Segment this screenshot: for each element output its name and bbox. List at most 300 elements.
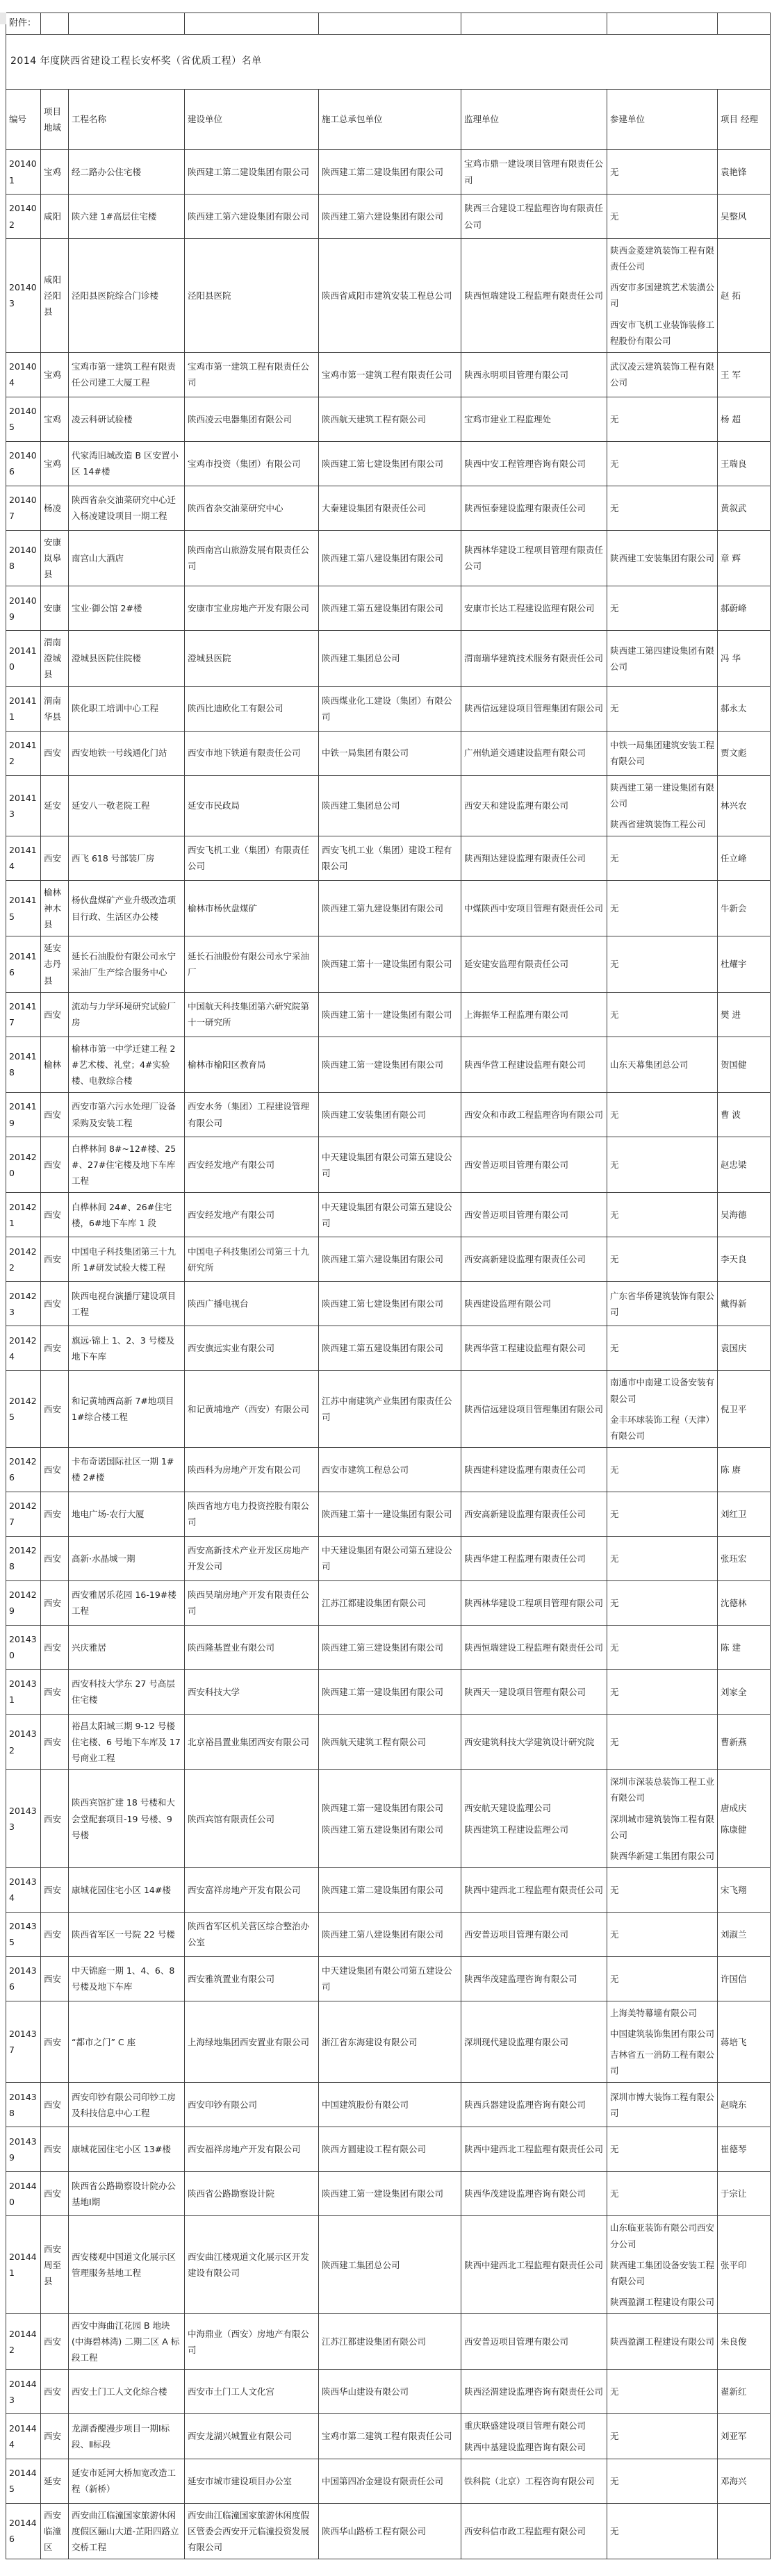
cell-supervisor: 西安高新建设监理有限责任公司 <box>461 1492 607 1536</box>
cell-manager: 杨 超 <box>718 397 771 441</box>
table-row <box>6 1326 771 1371</box>
cell-participants: 深圳市博大装饰工程有限公司 <box>607 2083 718 2127</box>
cell-region: 西安 <box>41 1492 69 1536</box>
cell-id: 201406 <box>6 441 41 486</box>
cell-project: 榆林市第一中学迁建工程 2#艺术楼、礼堂；4#实验楼、电教综合楼 <box>69 1037 185 1092</box>
cell-manager: 任立峰 <box>718 836 771 880</box>
cell-builder: 榆林市杨伙盘煤矿 <box>185 880 319 936</box>
cell-manager: 贺国健 <box>718 1037 771 1092</box>
cell-manager: 翟新红 <box>718 2370 771 2414</box>
cell-manager: 宋飞翔 <box>718 1867 771 1912</box>
cell-participants: 无 <box>607 1137 718 1193</box>
cell-manager: 戴得新 <box>718 1282 771 1326</box>
cell-project: 旗远·锦上 1、2、3 号楼及地下车库 <box>69 1326 185 1371</box>
cell-id: 201438 <box>6 2083 41 2127</box>
cell-supervisor: 宝鸡市鼎一建设项目管理有限责任公司 <box>461 150 607 195</box>
cell-supervisor: 陕西中建西北工程监理有限责任公司 <box>461 2127 607 2172</box>
cell-participants <box>607 2216 718 2314</box>
cell-builder: 陕西建工第六建设集团有限公司 <box>185 195 319 239</box>
column-header-manager: 项目 经理 <box>718 90 771 150</box>
cell-project: 凌云科研试验楼 <box>69 397 185 441</box>
cell-builder: 西安科技大学 <box>185 1669 319 1714</box>
cell-contractor: 陕西建工第八建设集团有限公司 <box>319 530 461 586</box>
cell-region: 渭南华县 <box>41 686 69 731</box>
cell-project: 白桦林间 24#、26#住宅楼，6#地下车库 1 段 <box>69 1193 185 1237</box>
table-row <box>6 1137 771 1193</box>
cell-region: 西安 <box>41 992 69 1037</box>
cell-participants: 山东天幕集团总公司 <box>607 1037 718 1092</box>
cell-contractor-item: 陕西建工第一建设集团有限公司 <box>322 1803 444 1814</box>
cell-builder: 中海鼎业（西安）房地产有限公司 <box>185 2314 319 2370</box>
cell-region: 榆林神木县 <box>41 880 69 936</box>
cell-contractor: 陕西建工第六建设集团有限公司 <box>319 1237 461 1282</box>
cell-id: 201402 <box>6 195 41 239</box>
cell-builder: 陕西比迪欧化工有限公司 <box>185 686 319 731</box>
cell-region: 西安 <box>41 2172 69 2216</box>
cell-manager: 樊 进 <box>718 992 771 1037</box>
cell-participants <box>607 239 718 353</box>
empty-cell <box>461 13 607 35</box>
cell-project: 中天锦庭一期 1、4、6、8 号楼及地下车库 <box>69 1956 185 2001</box>
cell-project: 白桦林间 8#~12#楼、25#、27#住宅楼及地下车库工程 <box>69 1137 185 1193</box>
table-header-row <box>6 90 771 150</box>
cell-participants: 无 <box>607 2370 718 2414</box>
cell-manager: 张珏宏 <box>718 1536 771 1580</box>
empty-cell <box>607 13 718 35</box>
column-header-supervisor: 监理单位 <box>461 90 607 150</box>
cell-region: 西安 <box>41 1770 69 1868</box>
empty-cell <box>185 13 319 35</box>
cell-contractor: 中铁一局集团有限公司 <box>319 731 461 775</box>
document-page <box>0 13 781 2559</box>
cell-participants: 无 <box>607 686 718 731</box>
cell-builder: 陕西省公路勘察设计院 <box>185 2172 319 2216</box>
cell-id: 201424 <box>6 1326 41 1371</box>
table-row <box>6 1371 771 1448</box>
cell-project: 经二路办公住宅楼 <box>69 150 185 195</box>
cell-contractor: 陕西建工第六建设集团有限公司 <box>319 195 461 239</box>
cell-contractor: 陕西建工第三建设集团有限公司 <box>319 1625 461 1669</box>
cell-participants: 无 <box>607 880 718 936</box>
cell-contractor: 陕西建工集团总公司 <box>319 2216 461 2314</box>
cell-project: 陕六建 1#高层住宅楼 <box>69 195 185 239</box>
cell-supervisor: 陕西三合建设工程监理咨询有限责任公司 <box>461 195 607 239</box>
cell-builder: 陕西隆基置业有限公司 <box>185 1625 319 1669</box>
table-row <box>6 1492 771 1536</box>
document-title: 2014 年度陕西省建设工程长安杯奖（省优质工程）名单 <box>6 35 771 90</box>
cell-region: 西安 <box>41 2083 69 2127</box>
cell-manager: 许国信 <box>718 1956 771 2001</box>
cell-participants-item: 深圳市深装总装饰工程工业有限公司 <box>610 1776 715 1803</box>
cell-id: 201441 <box>6 2216 41 2314</box>
cell-project: 宝业·御公馆 2#楼 <box>69 586 185 631</box>
empty-cell <box>69 13 185 35</box>
table-row <box>6 1447 771 1492</box>
cell-project: 西安曲江临潼国家旅游休闲度假区骊山大道-芷阳四路立交桥工程 <box>69 2503 185 2559</box>
cell-id: 201413 <box>6 775 41 836</box>
cell-project: 兴庆雅居 <box>69 1625 185 1669</box>
cell-project: “都市之门” C 座 <box>69 2001 185 2083</box>
cell-contractor: 江苏江都建设集团有限公司 <box>319 2314 461 2370</box>
cell-supervisor: 陕西泾渭建设监理咨询有限责任公司 <box>461 2370 607 2414</box>
cell-project: 西安印钞有限公司印钞工房及科技信息中心工程 <box>69 2083 185 2127</box>
empty-cell <box>319 13 461 35</box>
cell-contractor: 中国建筑股份有限公司 <box>319 2083 461 2127</box>
cell-builder: 安康市宝业房地产开发有限公司 <box>185 586 319 631</box>
cell-supervisor-item: 西安航天建设监理公司 <box>464 1803 552 1814</box>
cell-participants: 无 <box>607 2503 718 2559</box>
column-header-builder: 建设单位 <box>185 90 319 150</box>
cell-supervisor <box>461 2414 607 2459</box>
cell-contractor: 陕西建工第二建设集团有限公司 <box>319 150 461 195</box>
cell-project: 延安八一敬老院工程 <box>69 775 185 836</box>
table-row <box>6 397 771 441</box>
table-row <box>6 1037 771 1092</box>
cell-builder: 陕西省地方电力投资控股有限公司 <box>185 1492 319 1536</box>
cell-builder: 西安飞机工业（集团）有限责任公司 <box>185 836 319 880</box>
cell-project: 陕西省军区一号院 22 号楼 <box>69 1912 185 1956</box>
cell-participants <box>607 2001 718 2083</box>
cell-contractor: 宝鸡市第二建筑工程有限责任公司 <box>319 2414 461 2459</box>
cell-supervisor: 陕西恒泰建设监理有限责任公司 <box>461 486 607 530</box>
cell-contractor-item: 陕西建工第五建设集团有限公司 <box>322 1824 444 1835</box>
cell-manager: 蒋培飞 <box>718 2001 771 2083</box>
column-header-id: 编号 <box>6 90 41 150</box>
cell-supervisor: 陕西林华建设工程项目管理有限责任公司 <box>461 530 607 586</box>
cell-id: 201439 <box>6 2127 41 2172</box>
cell-participants: 无 <box>607 1956 718 2001</box>
cell-participants: 中铁一局集团建筑安装工程有限公司 <box>607 731 718 775</box>
cell-participants: 无 <box>607 1536 718 1580</box>
cell-project: 泾阳县医院综合门诊楼 <box>69 239 185 353</box>
cell-builder: 延安市城市建设项目办公室 <box>185 2459 319 2503</box>
cell-supervisor: 陕西天一建设项目管理有限公司 <box>461 1669 607 1714</box>
cell-contractor: 中国第四冶金建设有限责任公司 <box>319 2459 461 2503</box>
cell-builder: 陕西广播电视台 <box>185 1282 319 1326</box>
cell-supervisor: 陕西华建工程监理有限责任公司 <box>461 1536 607 1580</box>
cell-participants: 无 <box>607 150 718 195</box>
cell-manager <box>718 1770 771 1868</box>
cell-region: 西安 <box>41 1714 69 1769</box>
cell-manager-item: 陈康健 <box>721 1824 747 1835</box>
cell-region: 西安 <box>41 2414 69 2459</box>
cell-region: 杨凌 <box>41 486 69 530</box>
table-row <box>6 2370 771 2414</box>
cell-id: 201440 <box>6 2172 41 2216</box>
cell-builder: 延长石油股份有限公司永宁采油厂 <box>185 936 319 992</box>
title-row <box>6 35 771 90</box>
cell-contractor: 陕西华山建设有限公司 <box>319 2370 461 2414</box>
cell-region: 安康岚皋县 <box>41 530 69 586</box>
cell-participants-item: 吉林省五一消防工程有限公司 <box>610 2049 715 2077</box>
cell-manager: 曹 波 <box>718 1093 771 1137</box>
cell-supervisor: 西安天和建设监理有限公司 <box>461 775 607 836</box>
cell-region: 宝鸡 <box>41 441 69 486</box>
cell-id: 201412 <box>6 731 41 775</box>
cell-builder: 西安水务（集团）工程建设管理有限公司 <box>185 1093 319 1137</box>
cell-project: 陕西电视台演播厅建设项目工程 <box>69 1282 185 1326</box>
cell-participants-item: 陕西建工第一建设集团有限公司 <box>610 782 715 809</box>
cell-manager: 李天良 <box>718 1237 771 1282</box>
cell-supervisor: 陕西兵器建设监理咨询有限公司 <box>461 2083 607 2127</box>
cell-region: 咸阳泾阳县 <box>41 239 69 353</box>
cell-manager: 刘红卫 <box>718 1492 771 1536</box>
cell-participants: 无 <box>607 397 718 441</box>
cell-region: 渭南澄城县 <box>41 631 69 686</box>
cell-contractor: 陕西华山路桥工程有限公司 <box>319 2503 461 2559</box>
cell-builder: 宝鸡市投资（集团）有限公司 <box>185 441 319 486</box>
table-row <box>6 686 771 731</box>
table-row <box>6 239 771 353</box>
cell-participants: 无 <box>607 1093 718 1137</box>
cell-contractor: 江苏江都建设集团有限公司 <box>319 1580 461 1625</box>
cell-id: 201428 <box>6 1536 41 1580</box>
cell-id: 201442 <box>6 2314 41 2370</box>
cell-supervisor: 渭南瑞华建筑技术服务有限责任公司 <box>461 631 607 686</box>
cell-project: 卡布奇诺国际社区一期 1#楼 2#楼 <box>69 1447 185 1492</box>
cell-participants-item: 陕西省建筑装饰工程公司 <box>610 818 706 829</box>
cell-id: 201434 <box>6 1867 41 1912</box>
cell-contractor: 中天建设集团有限公司第五建设公司 <box>319 1536 461 1580</box>
cell-participants: 无 <box>607 1580 718 1625</box>
cell-supervisor: 西安科信市政工程监理有限公司 <box>461 2503 607 2559</box>
cell-supervisor-item: 陕西建筑工程建设监理公司 <box>464 1824 569 1835</box>
cell-region: 西安 <box>41 1867 69 1912</box>
cell-participants-item: 西安市飞机工业装饰装修工程股份有限公司 <box>610 319 715 346</box>
cell-supervisor: 陕西华营工程建设监理有限公司 <box>461 1326 607 1371</box>
cell-contractor: 陕西省咸阳市建筑安装工程总公司 <box>319 239 461 353</box>
table-row <box>6 836 771 880</box>
cell-manager <box>718 2503 771 2559</box>
cell-id: 201419 <box>6 1093 41 1137</box>
cell-contractor: 陕西建工第八建设集团有限公司 <box>319 1912 461 1956</box>
cell-participants-item: 上海美特幕墙有限公司 <box>610 2007 698 2018</box>
cell-builder: 中国电子科技集团公司第三十九研究所 <box>185 1237 319 1282</box>
cell-manager: 刘淑兰 <box>718 1912 771 1956</box>
cell-participants-item: 陕西华新建工集团有限公司 <box>610 1850 715 1861</box>
cell-id: 201417 <box>6 992 41 1037</box>
cell-region: 西安 <box>41 1447 69 1492</box>
cell-region: 西安 <box>41 1912 69 1956</box>
cell-supervisor: 西安高新建设监理有限责任公司 <box>461 1237 607 1282</box>
cell-manager: 刘亚军 <box>718 2414 771 2459</box>
cell-participants-item: 陕西金菱建筑装饰工程有限责任公司 <box>610 245 715 272</box>
cell-region: 宝鸡 <box>41 397 69 441</box>
cell-builder: 西安雅筑置业有限公司 <box>185 1956 319 2001</box>
cell-participants: 无 <box>607 2172 718 2216</box>
cell-project: 康城花园住宅小区 13#楼 <box>69 2127 185 2172</box>
cell-supervisor: 陕西永明项目管理有限公司 <box>461 352 607 397</box>
cell-participants: 无 <box>607 2127 718 2172</box>
cell-id: 201410 <box>6 631 41 686</box>
cell-project: 澄城县医院住院楼 <box>69 631 185 686</box>
cell-manager: 张平印 <box>718 2216 771 2314</box>
cell-builder: 西安市地下铁道有限责任公司 <box>185 731 319 775</box>
cell-region: 西安 <box>41 1237 69 1282</box>
cell-project: 杨伙盘煤矿产业升级改造项目行政、生活区办公楼 <box>69 880 185 936</box>
cell-project: 延长石油股份有限公司永宁采油厂生产综合服务中心 <box>69 936 185 992</box>
table-row <box>6 1912 771 1956</box>
cell-project: 南宫山大酒店 <box>69 530 185 586</box>
cell-supervisor-item: 重庆联盛建设项目管理有限公司 <box>464 2420 586 2431</box>
cell-contractor: 陕西建工第十一建设集团有限公司 <box>319 936 461 992</box>
cell-contractor: 陕西航天建筑工程有限公司 <box>319 1714 461 1769</box>
cell-supervisor: 陕西中建西北工程监理有限责任公司 <box>461 2216 607 2314</box>
cell-manager: 于宗让 <box>718 2172 771 2216</box>
cell-participants: 无 <box>607 2459 718 2503</box>
cell-contractor: 浙江省东海建设有限公司 <box>319 2001 461 2083</box>
cell-contractor: 陕西方圆建设工程有限公司 <box>319 2127 461 2172</box>
cell-id: 201427 <box>6 1492 41 1536</box>
cell-manager-item: 唐成庆 <box>721 1803 747 1814</box>
cell-supervisor: 延安建安监理有限责任公司 <box>461 936 607 992</box>
cell-id: 201405 <box>6 397 41 441</box>
cell-builder: 北京裕昌置业集团西安有限公司 <box>185 1714 319 1769</box>
cell-supervisor: 西安普迈项目管理有限公司 <box>461 1193 607 1237</box>
table-row <box>6 880 771 936</box>
cell-manager: 倪卫平 <box>718 1371 771 1448</box>
corner-mark <box>0 13 6 24</box>
cell-region: 西安 <box>41 1137 69 1193</box>
cell-project: 陕西省杂交油菜研究中心迁入杨凌建设项目一期工程 <box>69 486 185 530</box>
cell-contractor: 陕西建工第九建设集团有限公司 <box>319 880 461 936</box>
cell-participants-item: 陕西建工集团设备安装工程有限公司 <box>610 2259 715 2286</box>
cell-manager: 赵晓东 <box>718 2083 771 2127</box>
cell-builder: 陕西省杂交油菜研究中心 <box>185 486 319 530</box>
cell-id: 201431 <box>6 1669 41 1714</box>
cell-contractor: 西安市建筑工程总公司 <box>319 1447 461 1492</box>
table-row <box>6 1193 771 1237</box>
cell-id: 201445 <box>6 2459 41 2503</box>
cell-supervisor: 陕西华茂建设监理咨询有限公司 <box>461 2172 607 2216</box>
cell-contractor: 西安飞机工业（集团）建设工程有限公司 <box>319 836 461 880</box>
cell-region: 西安 <box>41 1371 69 1448</box>
cell-supervisor: 西安普迈项目管理有限公司 <box>461 1912 607 1956</box>
attachment-label: 附件： <box>6 13 41 35</box>
cell-manager: 赵忠梁 <box>718 1137 771 1193</box>
cell-builder: 西安经发地产有限公司 <box>185 1193 319 1237</box>
table-row <box>6 2503 771 2559</box>
cell-participants-item: 山东临亚装饰有限公司西安分公司 <box>610 2222 715 2249</box>
cell-project: 裕昌太阳城三期 9-12 号楼住宅楼、6 号地下车库及 17 号商业工程 <box>69 1714 185 1769</box>
cell-project: 西飞 618 号部装厂房 <box>69 836 185 880</box>
cell-project: 龙湖香醍漫步项目一期Ⅰ标段、Ⅱ标段 <box>69 2414 185 2459</box>
cell-manager: 吴海德 <box>718 1193 771 1237</box>
cell-manager: 赵 拓 <box>718 239 771 353</box>
attachment-row <box>6 13 771 35</box>
cell-id: 201429 <box>6 1580 41 1625</box>
cell-participants-item: 深圳城市建筑装饰工程有限公司 <box>610 1813 715 1840</box>
cell-manager: 郝蔚峰 <box>718 586 771 631</box>
cell-participants <box>607 1371 718 1448</box>
cell-supervisor: 西安建筑科技大学建筑设计研究院 <box>461 1714 607 1769</box>
cell-project: 西安楼观中国道文化展示区管理服务基地工程 <box>69 2216 185 2314</box>
cell-builder: 西安印钞有限公司 <box>185 2083 319 2127</box>
cell-id: 201407 <box>6 486 41 530</box>
cell-id: 201432 <box>6 1714 41 1769</box>
cell-id: 201415 <box>6 880 41 936</box>
cell-region: 西安 <box>41 1669 69 1714</box>
cell-supervisor <box>461 1770 607 1868</box>
column-header-participants: 参建单位 <box>607 90 718 150</box>
cell-contractor: 陕西煤业化工建设（集团）有限公司 <box>319 686 461 731</box>
cell-supervisor: 陕西信远建设项目管理集团有限公司 <box>461 686 607 731</box>
cell-region: 西安 <box>41 1580 69 1625</box>
table-row <box>6 1714 771 1769</box>
cell-project: 中国电子科技集团第三十九所 1#研发试验大楼工程 <box>69 1237 185 1282</box>
table-row <box>6 530 771 586</box>
cell-builder: 陕西宾馆有限责任公司 <box>185 1770 319 1868</box>
cell-participants: 无 <box>607 1237 718 1282</box>
cell-region: 西安 <box>41 1193 69 1237</box>
cell-builder: 西安旗远实业有限公司 <box>185 1326 319 1371</box>
cell-builder: 澄城县医院 <box>185 631 319 686</box>
cell-participants <box>607 1770 718 1868</box>
cell-region: 西安 <box>41 2370 69 2414</box>
table-row <box>6 1625 771 1669</box>
cell-region: 西安 <box>41 2314 69 2370</box>
cell-builder: 陕西建工第二建设集团有限公司 <box>185 150 319 195</box>
cell-builder: 宝鸡市第一建筑工程有限责任公司 <box>185 352 319 397</box>
cell-builder: 西安龙湖兴城置业有限公司 <box>185 2414 319 2459</box>
cell-region: 西安 <box>41 1326 69 1371</box>
cell-manager: 陈 赓 <box>718 1447 771 1492</box>
cell-supervisor: 陕西翔达建设监理有限责任公司 <box>461 836 607 880</box>
cell-manager: 沈德林 <box>718 1580 771 1625</box>
cell-supervisor: 铁科院（北京）工程咨询有限公司 <box>461 2459 607 2503</box>
award-table <box>6 13 771 2559</box>
cell-region: 西安 <box>41 1625 69 1669</box>
cell-id: 201435 <box>6 1912 41 1956</box>
cell-participants: 广东省华侨建筑装饰有限公司 <box>607 1282 718 1326</box>
cell-supervisor: 陕西恒瑞建设工程监理有限责任公司 <box>461 239 607 353</box>
cell-builder: 西安福祥房地产开发有限公司 <box>185 2127 319 2172</box>
table-row <box>6 775 771 836</box>
cell-project: 西安雅居乐花园 16-19#楼工程 <box>69 1580 185 1625</box>
cell-region: 西安 <box>41 1282 69 1326</box>
table-row <box>6 1580 771 1625</box>
cell-contractor: 陕西建工第十一建设集团有限公司 <box>319 1492 461 1536</box>
cell-project: 高新·水晶城一期 <box>69 1536 185 1580</box>
cell-builder: 延安市民政局 <box>185 775 319 836</box>
cell-contractor: 陕西建工第五建设集团有限公司 <box>319 586 461 631</box>
cell-project: 西安科技大学东 27 号高层住宅楼 <box>69 1669 185 1714</box>
cell-builder: 西安高新技术产业开发区房地产开发公司 <box>185 1536 319 1580</box>
cell-contractor: 陕西建工第一建设集团有限公司 <box>319 1669 461 1714</box>
cell-id: 201420 <box>6 1137 41 1193</box>
cell-manager: 袁艳锋 <box>718 150 771 195</box>
column-header-project: 工程名称 <box>69 90 185 150</box>
table-row <box>6 731 771 775</box>
cell-participants-item: 南通市中南建工设备安装有限公司 <box>610 1377 715 1404</box>
cell-id: 201423 <box>6 1282 41 1326</box>
cell-region: 咸阳 <box>41 195 69 239</box>
cell-manager: 邓海兴 <box>718 2459 771 2503</box>
cell-manager: 冯 华 <box>718 631 771 686</box>
cell-participants: 无 <box>607 486 718 530</box>
cell-manager: 牛新会 <box>718 880 771 936</box>
cell-region: 西安 <box>41 1956 69 2001</box>
cell-project: 宝鸡市第一建筑工程有限责任公司建工大厦工程 <box>69 352 185 397</box>
cell-supervisor: 陕西中建西北工程监理有限责任公司 <box>461 1867 607 1912</box>
cell-builder: 西安曲江楼观道文化展示区开发建设有限公司 <box>185 2216 319 2314</box>
cell-region: 西安 临潼区 <box>41 2503 69 2559</box>
cell-manager: 刘家全 <box>718 1669 771 1714</box>
table-row <box>6 586 771 631</box>
cell-supervisor: 陕西恒瑞建设工程监理有限责任公司 <box>461 1625 607 1669</box>
table-row <box>6 936 771 992</box>
cell-participants: 无 <box>607 1714 718 1769</box>
